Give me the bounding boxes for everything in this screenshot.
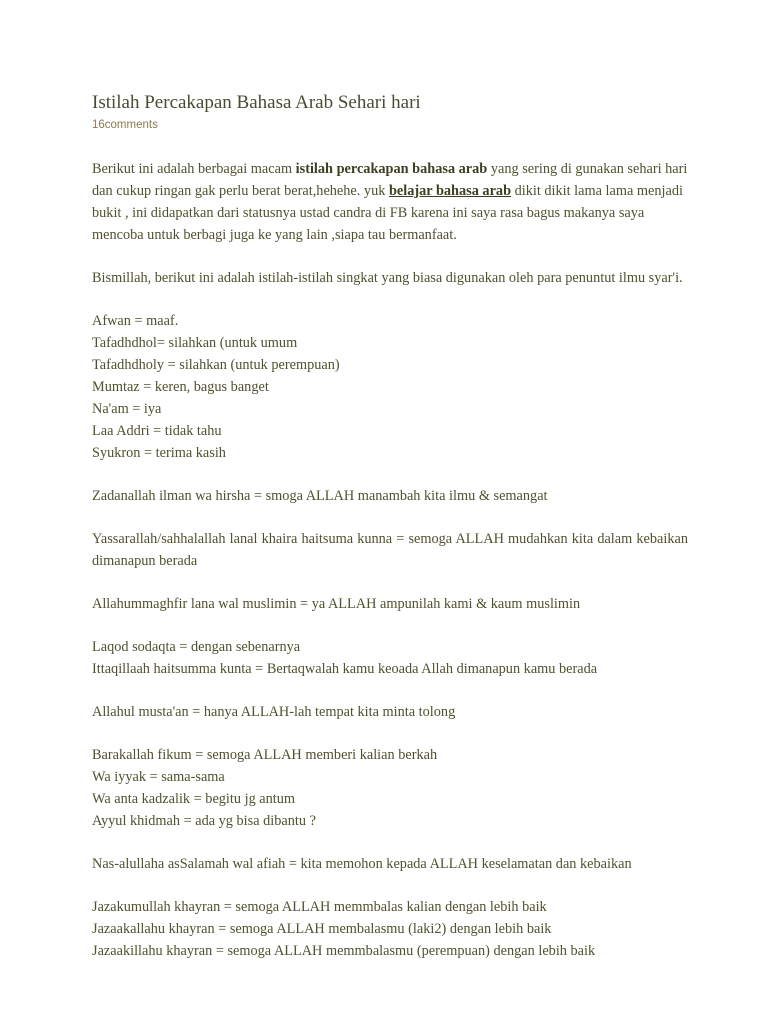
vocab-group-2 xyxy=(92,636,688,680)
intro-text-3: dikit dikit lama lama menjadi bukit , ini didapatkan dari statusnya ustad candra di FB karena ini saya rasa bagus makanya saya mencoba untuk berbagi juga ke yang lain ,siapa tau bermanfaat. xyxy=(92,183,683,243)
article-title: Istilah Percakapan Bahasa Arab Sehari hari xyxy=(92,92,421,113)
vocab-line: Syukron = terima kasih xyxy=(92,445,226,461)
bismillah-paragraph: Bismillah, berikut ini adalah istilah-istilah singkat yang biasa digunakan oleh para penuntut ilmu syar'i. xyxy=(92,270,683,286)
intro-text-2: yang sering di gunakan sehari hari dan cukup ringan gak perlu berat berat,hehehe. yuk xyxy=(92,161,688,199)
yassarallah-paragraph: Yassarallah/sahhalallah lanal khaira haitsuma kunna = semoga ALLAH mudahkan kita dalam kebaikan dimanapun berada xyxy=(92,531,688,569)
vocab-line: Tafadhdholy = silahkan (untuk perempuan) xyxy=(92,357,340,373)
vocab-group-4 xyxy=(92,896,688,962)
allahummaghfir-paragraph: Allahummaghfir lana wal muslimin = ya ALLAH ampunilah kami & kaum muslimin xyxy=(92,596,581,612)
vocab-line: Mumtaz = keren, bagus banget xyxy=(92,379,269,395)
vocab-group-3 xyxy=(92,744,688,832)
vocab-line: Laa Addri = tidak tahu xyxy=(92,423,222,439)
vocab-line: Jazaakillahu khayran = semoga ALLAH memmbalasmu (perempuan) dengan lebih baik xyxy=(92,943,596,959)
vocab-line: Na'am = iya xyxy=(92,401,162,417)
intro-bold-keyword: istilah percakapan bahasa arab xyxy=(295,161,488,177)
allahul-paragraph: Allahul musta'an = hanya ALLAH-lah tempat kita minta tolong xyxy=(92,704,456,720)
vocab-line: Laqod sodaqta = dengan sebenarnya xyxy=(92,639,301,655)
vocab-line: Jazaakallahu khayran = semoga ALLAH membalasmu (laki2) dengan lebih baik xyxy=(92,921,552,937)
vocab-line: Tafadhdhol= silahkan (untuk umum xyxy=(92,335,298,351)
intro-text-1: Berikut ini adalah berbagai macam xyxy=(92,161,296,177)
vocab-line: Wa iyyak = sama-sama xyxy=(92,769,225,785)
vocab-line: Jazakumullah khayran = semoga ALLAH memmbalas kalian dengan lebih baik xyxy=(92,899,547,915)
vocab-line: Ayyul khidmah = ada yg bisa dibantu ? xyxy=(92,813,316,829)
zadanallah-paragraph: Zadanallah ilman wa hirsha = smoga ALLAH manambah kita ilmu & semangat xyxy=(92,488,548,504)
belajar-bahasa-arab-link[interactable]: belajar bahasa arab xyxy=(388,183,512,199)
vocab-line: Barakallah fikum = semoga ALLAH memberi kalian berkah xyxy=(92,747,438,763)
intro-paragraph xyxy=(92,158,688,246)
vocab-line: Wa anta kadzalik = begitu jg antum xyxy=(92,791,296,807)
nasalullaha-paragraph: Nas-alullaha asSalamah wal afiah = kita memohon kepada ALLAH keselamatan dan kebaikan xyxy=(92,856,632,872)
article-body xyxy=(92,158,688,983)
vocab-group-1 xyxy=(92,310,688,464)
vocab-line: Afwan = maaf. xyxy=(92,313,179,329)
vocab-line: Ittaqillaah haitsumma kunta = Bertaqwalah kamu keoada Allah dimanapun kamu berada xyxy=(92,661,598,677)
comments-count-link[interactable]: 16comments xyxy=(92,119,158,131)
